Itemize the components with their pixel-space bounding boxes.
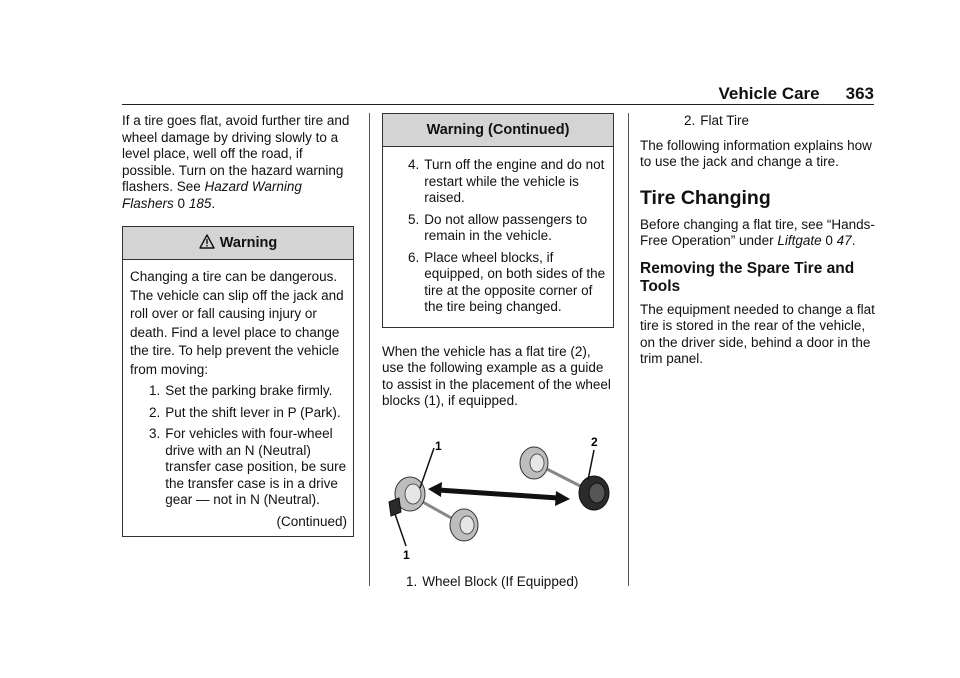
callout-1-bottom: 1 — [403, 547, 410, 562]
list-text: Set the parking brake firmly. — [165, 383, 333, 398]
legend-text: Wheel Block (If Equipped) — [422, 574, 579, 589]
intro-paragraph: If a tire goes flat, avoid further tire and wheel damage by driving slowly to a level place, well off the road, if possible. Turn on the hazard warning flashers. See Hazard Warning Flashers 0 185. — [122, 113, 350, 211]
list-item — [390, 250, 607, 316]
page-ref-number[interactable]: 185 — [188, 195, 212, 211]
intro-text: If a tire goes flat, avoid further tire and wheel damage by driving slowly to a level place, well off the road, if possible. Turn on the hazard warning flashers. See — [122, 113, 350, 194]
warning-text: Changing a tire can be dangerous. The vehicle can slip off the jack and roll over or fall causing injury or death. Find a level place to change the tire. To help prevent the vehicle from moving: — [130, 269, 344, 377]
page-ref-arrow: 0 — [177, 195, 186, 211]
warning-body — [123, 260, 353, 536]
list-text: Do not allow passengers to remain in the vehicle. — [424, 211, 588, 243]
column-2 — [382, 113, 614, 596]
warning-triangle-icon — [199, 234, 215, 249]
front-left-tire — [520, 447, 548, 479]
list-number: 3. — [149, 426, 161, 441]
callout-1-top: 1 — [435, 438, 442, 453]
warning-continued-body — [383, 147, 613, 327]
section-title: Vehicle Care — [718, 84, 820, 103]
warning-header — [123, 227, 353, 260]
page-ref-number[interactable]: 47 — [836, 233, 852, 248]
list-item — [130, 405, 347, 422]
list-text: Turn off the engine and do not restart while the vehicle is raised. — [424, 157, 605, 205]
list-item — [390, 212, 607, 245]
rear-right-tire — [450, 509, 478, 541]
warning-box — [122, 226, 354, 537]
hazard-flashers-link[interactable]: Hazard Warning Flashers — [122, 179, 302, 211]
section-heading-tire-changing: Tire Changing — [640, 186, 771, 209]
hands-free-paragraph: Before changing a flat tire, see “Hands-Free Operation” under Liftgate 0 47. — [640, 216, 875, 248]
section-heading-spare-tire: Removing the Spare Tire and Tools — [640, 259, 855, 295]
leader-line-1-top — [420, 448, 434, 488]
leader-line-1-bottom — [395, 514, 406, 546]
page-ref-arrow: 0 — [825, 233, 833, 248]
list-item — [130, 426, 347, 509]
column-divider-2 — [628, 113, 629, 586]
legend-text: Flat Tire — [700, 113, 750, 128]
wheel-block-icon — [389, 498, 401, 516]
header-rule — [122, 104, 874, 105]
figure-legend-2 — [640, 113, 875, 130]
callout-2: 2 — [591, 435, 598, 449]
leader-line-2 — [588, 450, 594, 480]
list-item — [130, 383, 347, 400]
list-item — [390, 157, 607, 207]
column-1 — [122, 113, 354, 537]
page-number: 363 — [845, 84, 874, 103]
list-number: 6. — [408, 249, 420, 265]
list-number: 1. — [149, 383, 161, 398]
column-divider-1 — [369, 113, 370, 586]
list-text: For vehicles with four-wheel drive with an N (Neutral) transfer case position, be sure the transfer case is in a drive gear — not in N (Neutral). — [165, 426, 347, 507]
list-text: Place wheel blocks, if equipped, on both sides of the tire at the opposite corner of the tire being changed. — [424, 249, 606, 314]
liftgate-link[interactable]: Liftgate — [777, 233, 822, 248]
list-number: 4. — [408, 157, 420, 172]
figure-legend-1 — [382, 574, 614, 591]
column-3 — [640, 113, 875, 376]
legend-number: 1. — [406, 574, 418, 589]
warning-continued-box — [382, 113, 614, 328]
continued-label: (Continued) — [276, 513, 347, 529]
flat-tire — [579, 476, 609, 510]
list-number: 5. — [408, 211, 420, 227]
wheel-block-paragraph: When the vehicle has a flat tire (2), use the following example as a guide to assist in the placement of the wheel blocks (1), if equipped. — [382, 343, 611, 408]
list-number: 2. — [149, 404, 161, 420]
equipment-paragraph: The equipment needed to change a flat tire is stored in the rear of the vehicle, on the driver side, behind a door in the trim panel. — [640, 301, 875, 366]
legend-number: 2. — [684, 113, 696, 128]
warning-continued-header: Warning (Continued) — [383, 114, 613, 147]
diagonal-arrow — [428, 482, 570, 506]
jack-info-paragraph: The following information explains how to use the jack and change a tire. — [640, 137, 872, 169]
hands-free-text: Before changing a flat tire, see “Hands-Free Operation” under — [640, 216, 875, 248]
wheel-block-diagram — [382, 436, 614, 566]
warning-title: Warning — [219, 235, 278, 251]
list-text: Put the shift lever in P (Park). — [165, 404, 341, 420]
